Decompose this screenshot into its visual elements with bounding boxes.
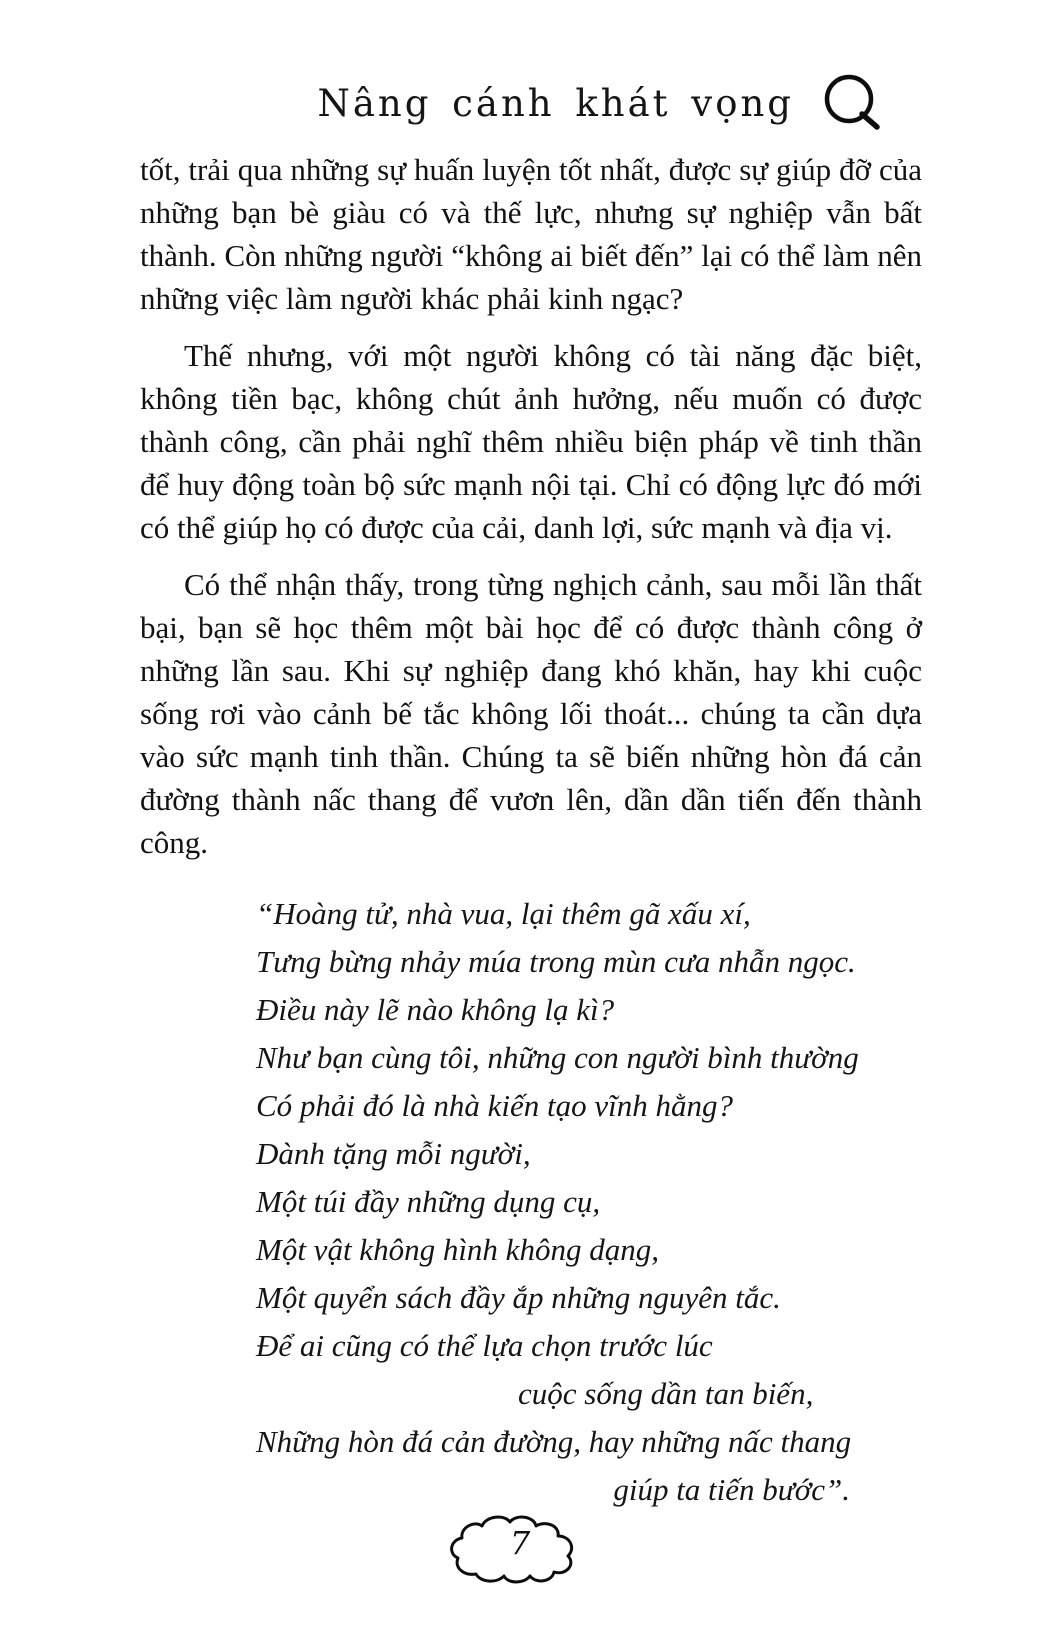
paragraph: Thế nhưng, với một người không có tài năng đặc biệt, không tiền bạc, không chút ảnh hưởng, nếu muốn có được thành công, cần phải nghĩ thêm nhiều biện pháp về tinh thần để huy động toàn bộ sức mạnh nội tại. Chỉ có động lực đó mới có thể giúp họ có được của cải, danh lợi, sức mạnh và địa vị. [140, 338, 922, 545]
paragraph: tốt, trải qua những sự huấn luyện tốt nhất, được sự giúp đỡ của những bạn bè giàu có và thế lực, nhưng sự nghiệp vẫn bất thành. Còn những người “không ai biết đến” lại có thể làm nên những việc làm người khác phải kinh ngạc? [140, 152, 922, 316]
paragraph: Có thể nhận thấy, trong từng nghịch cảnh, sau mỗi lần thất bại, bạn sẽ học thêm một bài học để có được thành công ở những lần sau. Khi sự nghiệp đang khó khăn, hay khi cuộc sống rơi vào cảnh bế tắc không lối thoát... chúng ta cần dựa vào sức mạnh tinh thần. Chúng ta sẽ biến những hòn đá cản đường thành nấc thang để vươn lên, dần dần tiến đến thành công. [140, 567, 922, 860]
poem-line: Điều này lẽ nào không lạ kì? [256, 992, 615, 1027]
poem-line: Có phải đó là nhà kiến tạo vĩnh hằng? [256, 1088, 734, 1123]
poem-line: Để ai cũng có thể lựa chọn trước lúc [256, 1328, 713, 1363]
running-head [0, 72, 882, 134]
page-footer [0, 1512, 1040, 1590]
poem-line: giúp ta tiến bước”. [613, 1472, 850, 1507]
poem-line: Tưng bừng nhảy múa trong mùn cưa nhẫn ngọc. [256, 944, 856, 979]
poem-line: “Hoàng tử, nhà vua, lại thêm gã xấu xí, [256, 896, 751, 931]
poem-line: Những hòn đá cản đường, hay những nấc thang [256, 1424, 852, 1459]
poem-line: Như bạn cùng tôi, những con người bình thường [256, 1040, 859, 1075]
text-column [140, 148, 922, 1514]
chapter-title: Nâng cánh khát vọng [317, 81, 794, 125]
page-number-cloud [446, 1512, 594, 1590]
poem-line: Một quyển sách đầy ắp những nguyên tắc. [256, 1280, 781, 1315]
poem-line: cuộc sống dần tan biến, [518, 1376, 814, 1411]
q-ornament-icon [820, 72, 882, 134]
poem-block [140, 890, 922, 1514]
poem-line: Dành tặng mỗi người, [256, 1136, 531, 1171]
poem-line: Một vật không hình không dạng, [256, 1232, 659, 1267]
page-number: 7 [509, 1524, 531, 1562]
poem-line: Một túi đầy những dụng cụ, [256, 1184, 601, 1219]
